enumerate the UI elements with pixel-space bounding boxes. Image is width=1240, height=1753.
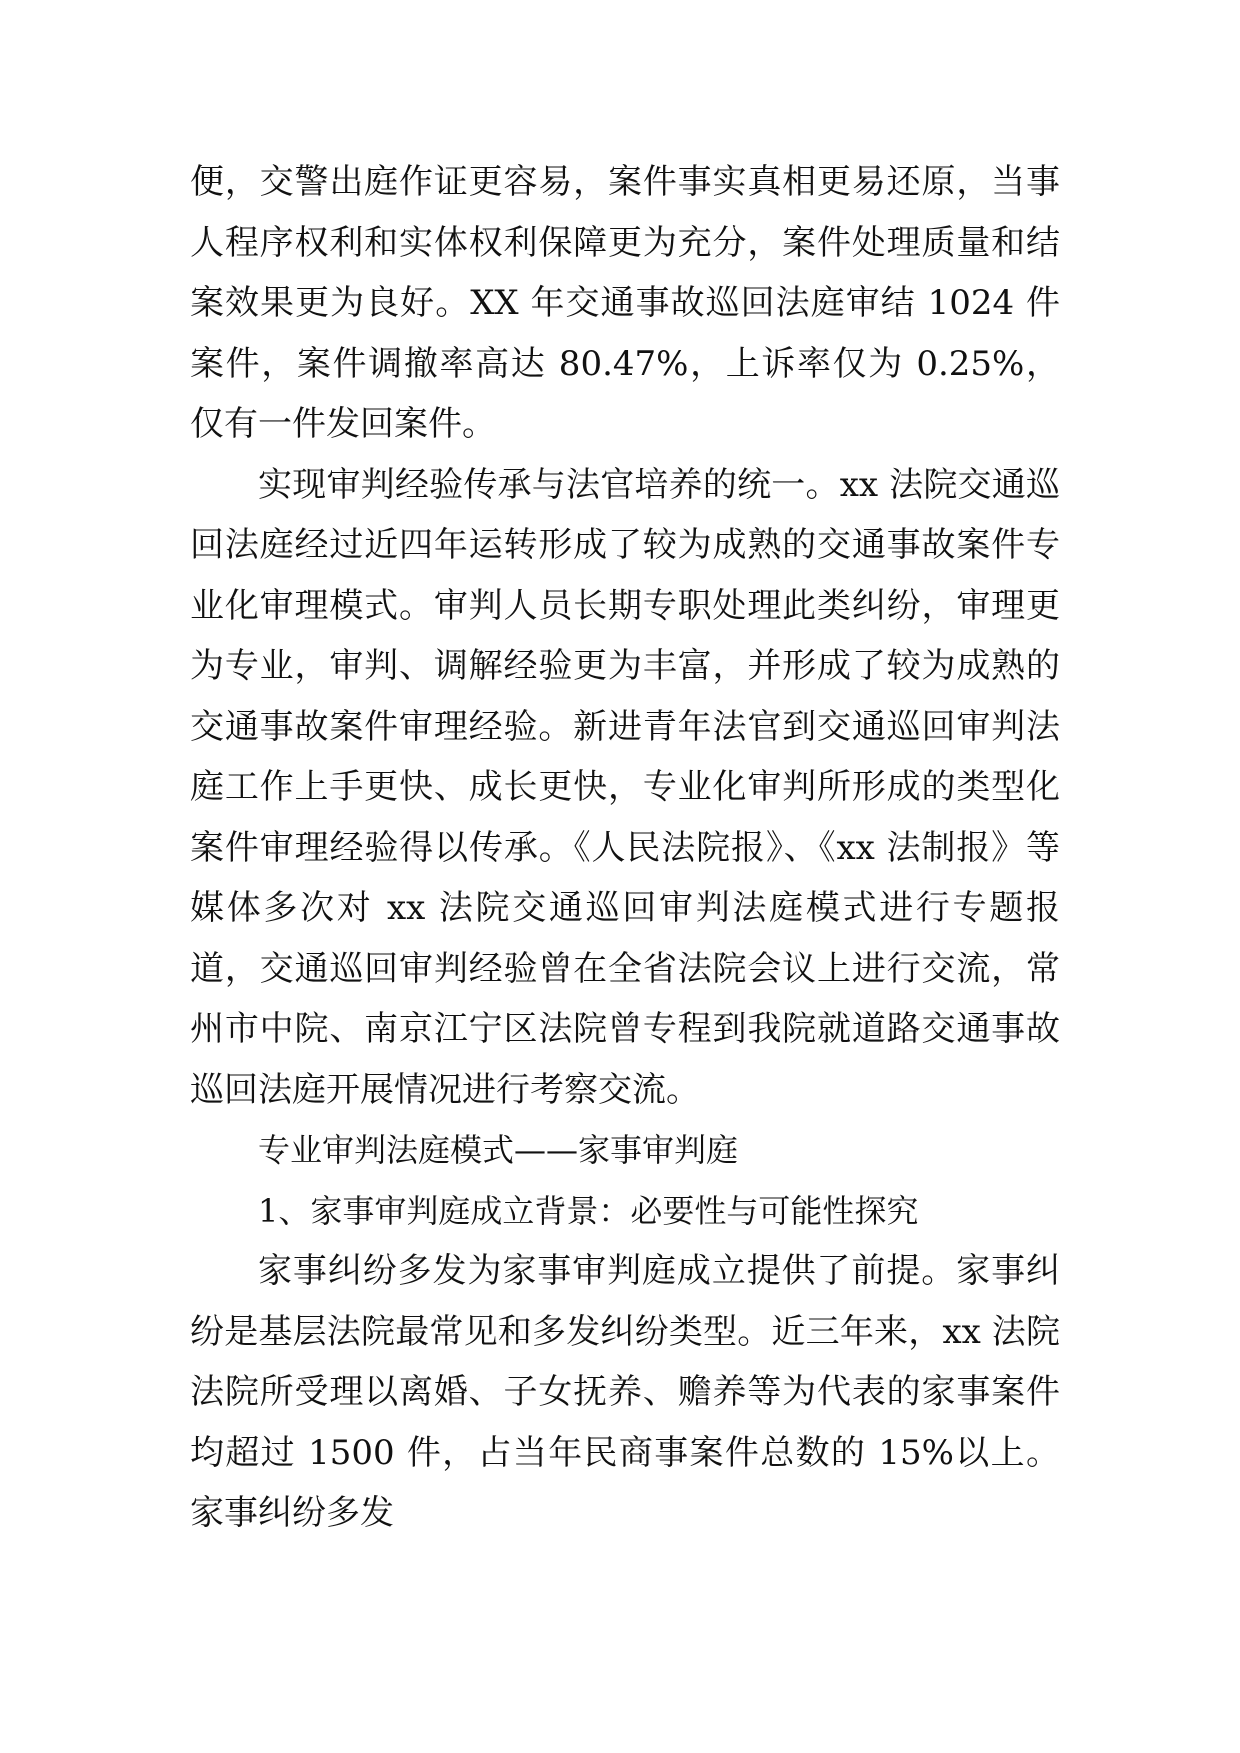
paragraph-traffic-results: 便，交警出庭作证更容易，案件事实真相更易还原，当事人程序权利和实体权利保障更为充分，案件处理质量和结案效果更为良好。XX 年交通事故巡回法庭审结 1024 件案件，案件调撤率高达 80.47%，上诉率仅为 0.25%，仅有一件发回案件。 <box>190 162 1060 444</box>
paragraph-experience-inheritance: 实现审判经验传承与法官培养的统一。xx 法院交通巡回法庭经过近四年运转形成了较为成熟的交通事故案件专业化审理模式。审判人员长期专职处理此类纠纷，审理更为专业，审判、调解经验更为丰富，并形成了较为成熟的交通事故案件审理经验。新进青年法官到交通巡回审判法庭工作上手更快、成长更快，专业化审判所形成的类型化案件审理经验得以传承。《人民法院报》、《xx 法制报》等媒体多次对 xx 法院交通巡回审判法庭模式进行专题报道，交通巡回审判经验曾在全省法院会议上进行交流，常州市中院、南京江宁区法院曾专程到我院就道路交通事故巡回法庭开展情况进行考察交流。 <box>190 464 1060 1110</box>
paragraph-family-disputes: 家事纠纷多发为家事审判庭成立提供了前提。家事纠纷是基层法院最常见和多发纠纷类型。近三年来，xx 法院法院所受理以离婚、子女抚养、赡养等为代表的家事案件均超过 1500 件，占当年民商事案件总数的 15%以上。家事纠纷多发 <box>190 1251 1060 1533</box>
subsection-heading-background: 1、家事审判庭成立背景：必要性与可能性探究 <box>258 1191 919 1230</box>
document-body <box>190 152 1060 1544</box>
section-heading-family-court: 专业审判法庭模式——家事审判庭 <box>258 1131 739 1169</box>
